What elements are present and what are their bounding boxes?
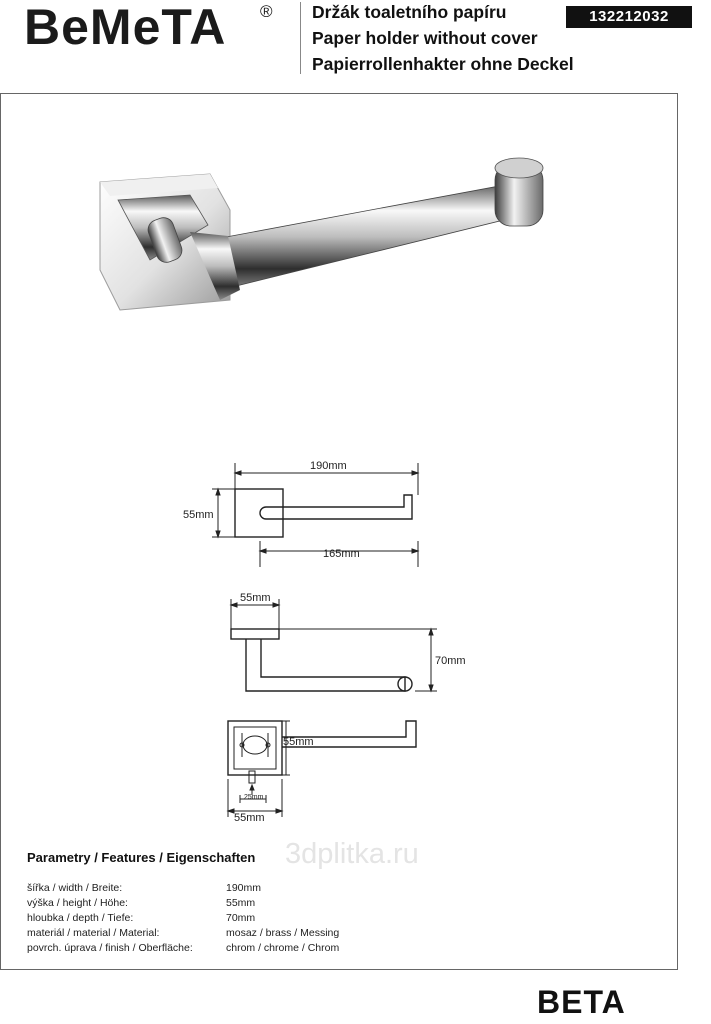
spec-width-value: 190mm <box>226 882 262 894</box>
dim-front-width: 190mm <box>310 460 347 472</box>
spec-material-value: mosaz / brass / Messing <box>226 927 340 939</box>
brand-logo-text: BeMeTA <box>24 0 227 55</box>
brand-logo <box>0 0 290 75</box>
dim-mount-width: 55mm <box>234 812 265 824</box>
features-title: Parametry / Features / Eigenschaften <box>27 850 256 865</box>
spec-width-label: šířka / width / Breite: <box>27 882 123 894</box>
spec-depth-value: 70mm <box>226 912 256 924</box>
product-title-en: Paper holder without cover <box>312 28 538 48</box>
header-divider <box>300 2 301 74</box>
spec-height-value: 55mm <box>226 897 256 909</box>
spec-material-label: materiál / material / Material: <box>27 927 160 939</box>
spec-depth-label: hloubka / depth / Tiefe: <box>27 912 134 924</box>
mounting-view-drawing <box>220 715 430 825</box>
product-photo <box>90 140 550 330</box>
spec-finish-value: chrom / chrome / Chrom <box>226 942 340 954</box>
dim-side-plate-width: 55mm <box>240 592 271 604</box>
dim-side-depth: 70mm <box>435 655 466 667</box>
front-view-drawing <box>180 455 450 575</box>
dim-front-length: 165mm <box>323 548 360 560</box>
spec-height-label: výška / height / Höhe: <box>27 897 128 909</box>
product-code-badge: 132212032 <box>566 6 692 28</box>
dim-mount-height: 55mm <box>283 736 314 748</box>
dim-mount-hole-spacing: 25mm <box>244 794 264 801</box>
dim-front-height: 55mm <box>183 509 214 521</box>
side-view-drawing <box>215 595 445 705</box>
series-name: BETA <box>537 984 626 1020</box>
registered-mark: ® <box>260 2 273 21</box>
product-title-de: Papierrollenhakter ohne Deckel <box>312 54 574 74</box>
product-title-cz: Držák toaletního papíru <box>312 2 507 22</box>
spec-finish-label: povrch. úprava / finish / Oberfläche: <box>27 942 193 954</box>
watermark-text: 3dplitka.ru <box>285 838 419 870</box>
